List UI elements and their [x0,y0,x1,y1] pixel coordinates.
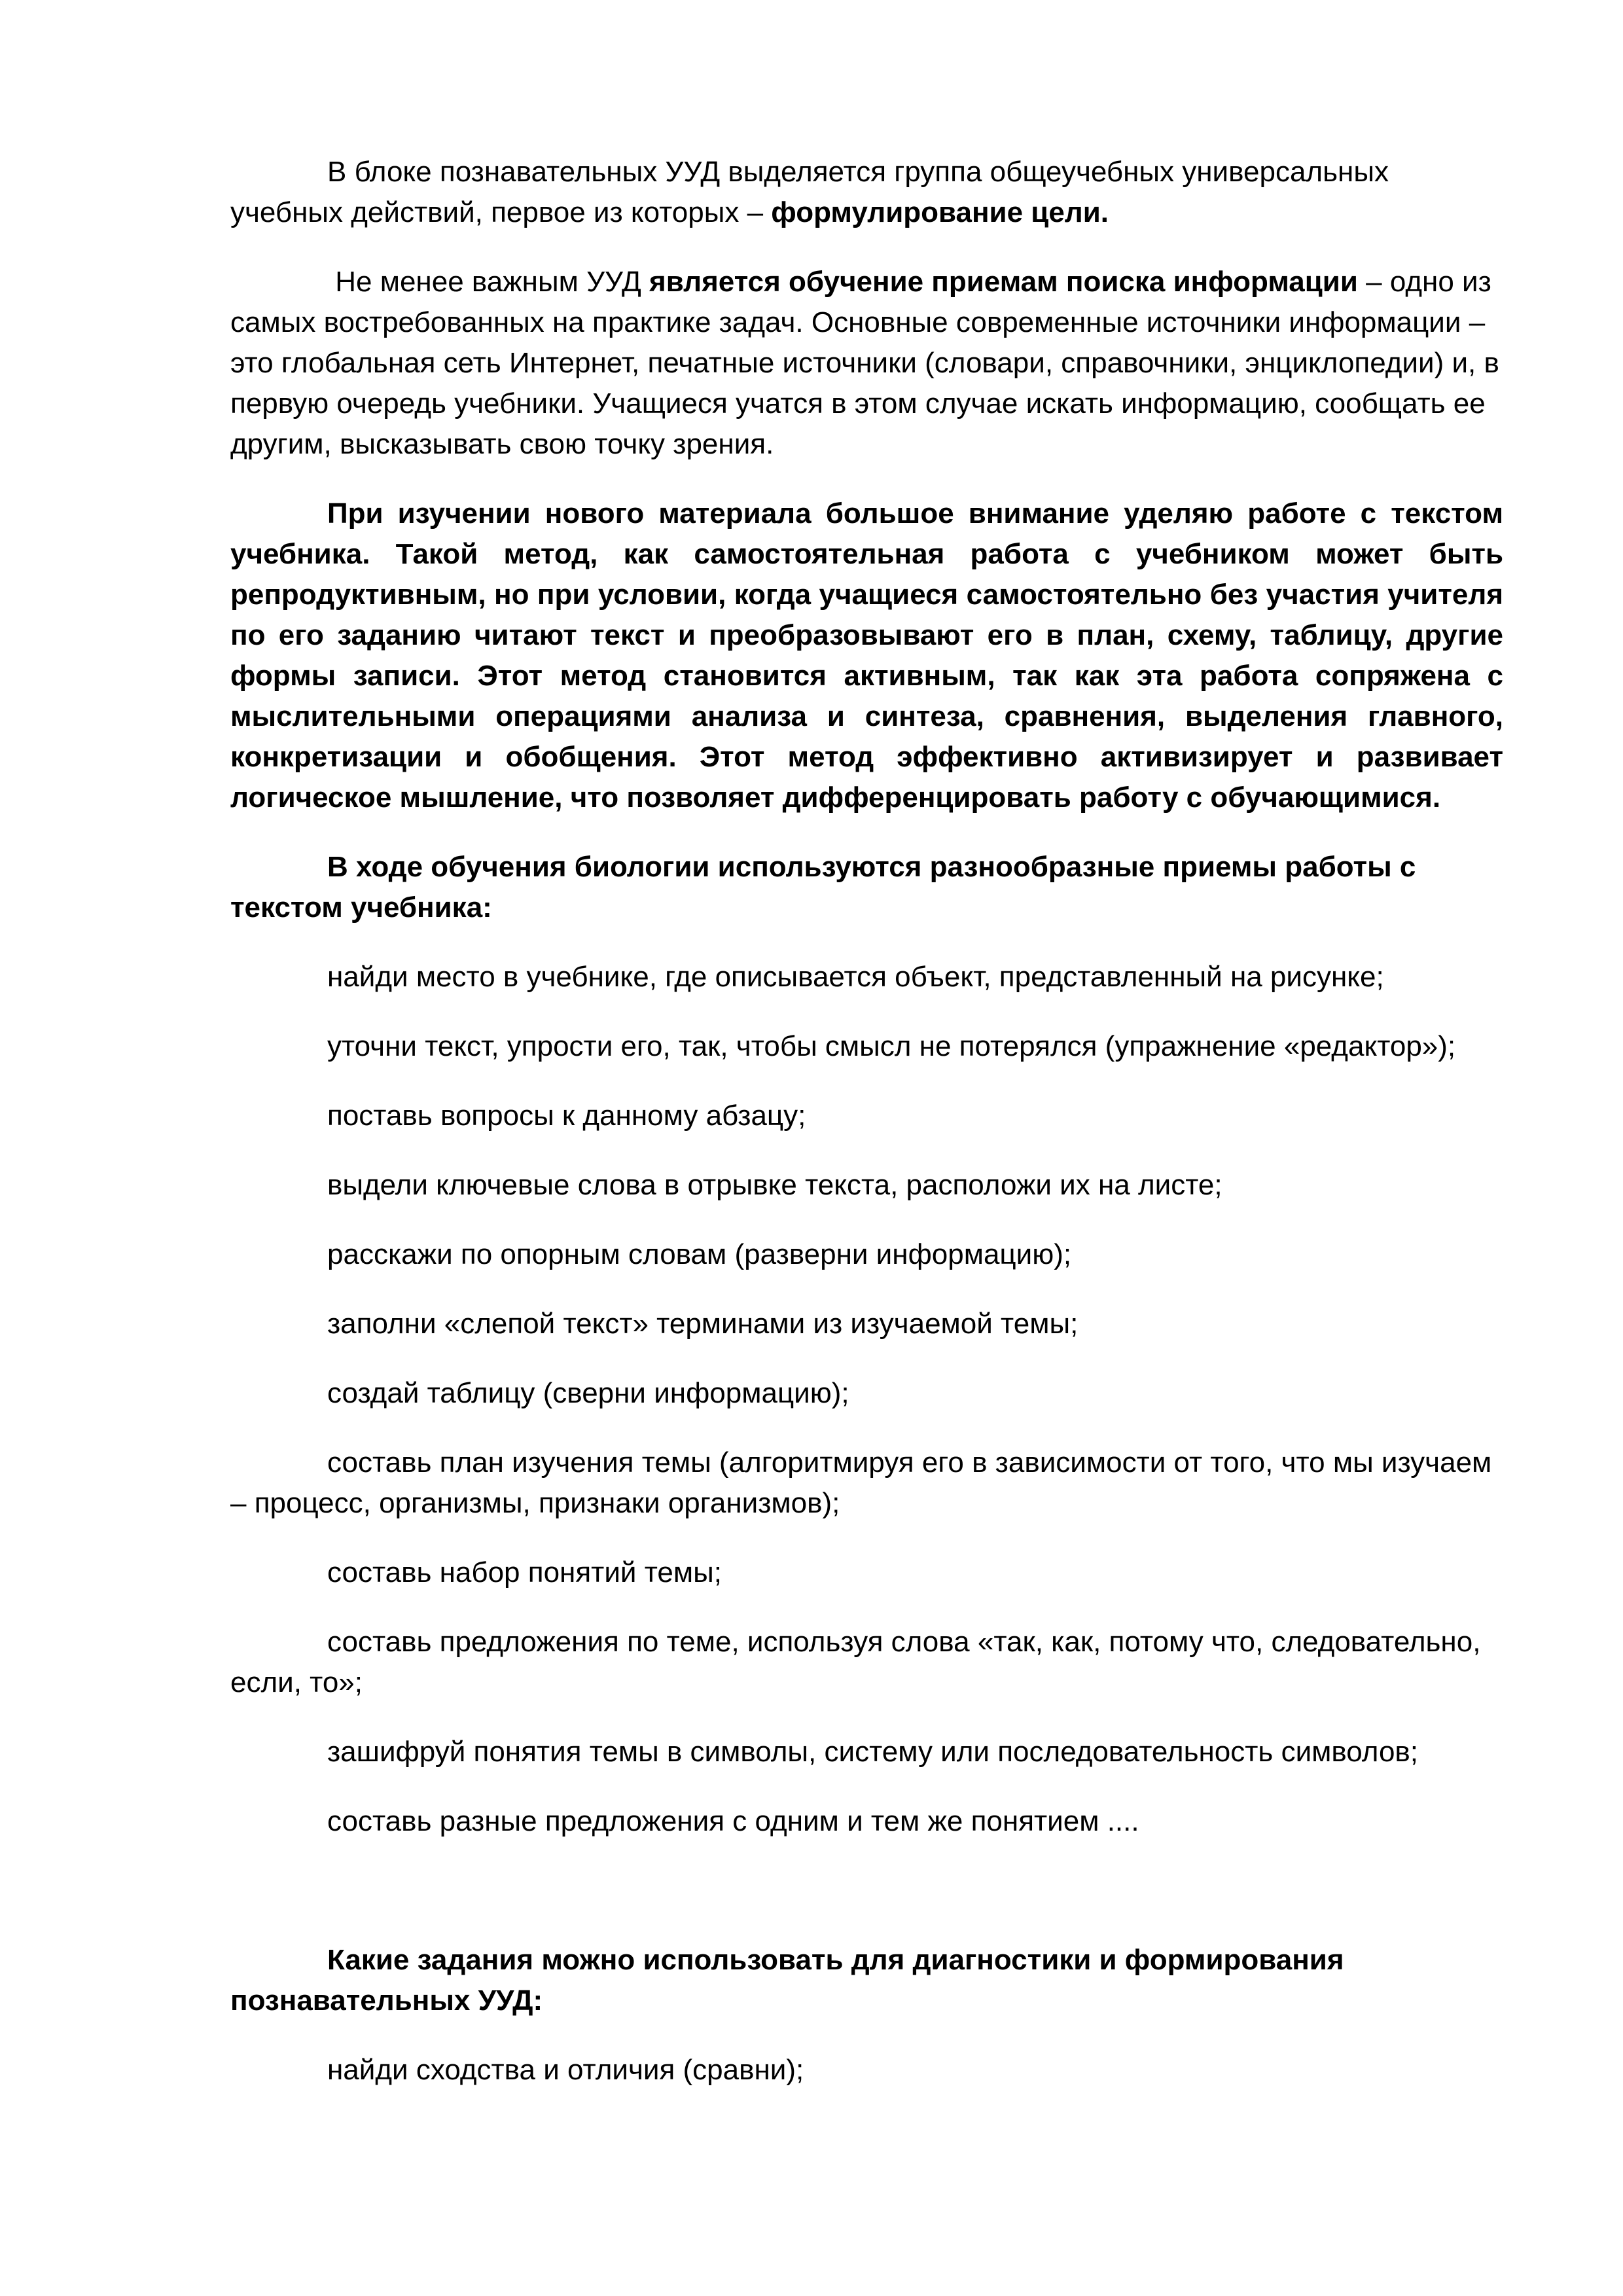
list-item [230,1622,1503,1703]
list-item [230,1732,1503,1772]
list-item [230,1096,1503,1136]
list-item [230,1234,1503,1275]
text-run: заполни «слепой текст» терминами из изучаемой темы; [327,1308,1079,1340]
text-run: найди место в учебнике, где описывается объект, представленный на рисунке; [327,961,1384,993]
text-run: найди сходства и отличия (сравни); [327,2054,804,2086]
paragraph [230,152,1503,233]
list-item [230,1443,1503,1524]
bold-text-run: формулирование цели. [771,196,1109,228]
document-body [230,152,1512,2119]
list-item [230,1373,1503,1414]
bold-text-run: В ходе обучения биологии используются разнообразные приемы работы с текстом учебника: [230,851,1424,924]
bold-text-run: При изучении нового материала большое внимание уделяю работе с текстом учебника. Такой метод, как самостоятельная работа с учебником может быть репродуктивным, но при условии, когда учащиеся самостоятельно без участия учителя по его заданию читают текст и преобразовывают его в план, схему, таблицу, другие формы записи. Этот метод становится активным, так как эта работа сопряжена с мыслительными операциями анализа и синтеза, сравнения, выделения главного, конкретизации и обобщения. Этот метод эффективно активизирует и развивает логическое мышление, что позволяет дифференцировать работу с обучающимися. [230,497,1512,814]
text-run: выдели ключевые слова в отрывке текста, расположи их на листе; [327,1169,1222,1201]
list-item [230,957,1503,997]
list-item [230,1552,1503,1593]
section-heading [230,847,1503,928]
text-run: составь предложения по теме, используя слова «так, как, потому что, следовательно, если, то»; [230,1626,1489,1698]
text-run: уточни текст, упрости его, так, чтобы смысл не потерялся (упражнение «редактор»); [327,1030,1456,1062]
text-run: поставь вопросы к данному абзацу; [327,1100,806,1132]
text-run: составь план изучения темы (алгоритмируя его в зависимости от того, что мы изучаем – процесс, организмы, признаки организмов); [230,1446,1500,1519]
paragraph [230,262,1508,465]
list-item [230,1026,1503,1067]
section-heading [230,1940,1503,2021]
bold-text-run: является обучение приемам поиска информации [649,266,1358,298]
text-run: составь разные предложения с одним и тем же понятием .... [327,1805,1139,1837]
text-run: создай таблицу (сверни информацию); [327,1377,849,1409]
text-run: Не менее важным УУД [327,266,650,298]
text-run: составь набор понятий темы; [327,1556,722,1588]
text-run: зашифруй понятия темы в символы, систему или последовательность символов; [327,1736,1419,1768]
text-run: расскажи по опорным словам (разверни информацию); [327,1238,1072,1270]
paragraph [230,493,1512,818]
text-run: – одно из самых востребованных на практике задач. Основные современные источники информации – это глобальная сеть Интернет, печатные источники (словари, справочники, энциклопедии) и, в первую очередь учебники. Учащиеся учатся в этом случае искать информацию, сообщать ее другим, высказывать свою точку зрения. [230,266,1508,460]
list-item [230,2050,1503,2090]
bold-text-run: Какие задания можно использовать для диагностики и формирования познавательных УУД: [230,1944,1352,2017]
list-item [230,1304,1503,1344]
paragraph-spacer [230,1871,1503,1911]
list-item [230,1165,1503,1206]
text-run: В блоке познавательных УУД выделяется группа общеучебных универсальных учебных действий, первое из которых – [230,156,1397,228]
list-item [230,1801,1503,1842]
